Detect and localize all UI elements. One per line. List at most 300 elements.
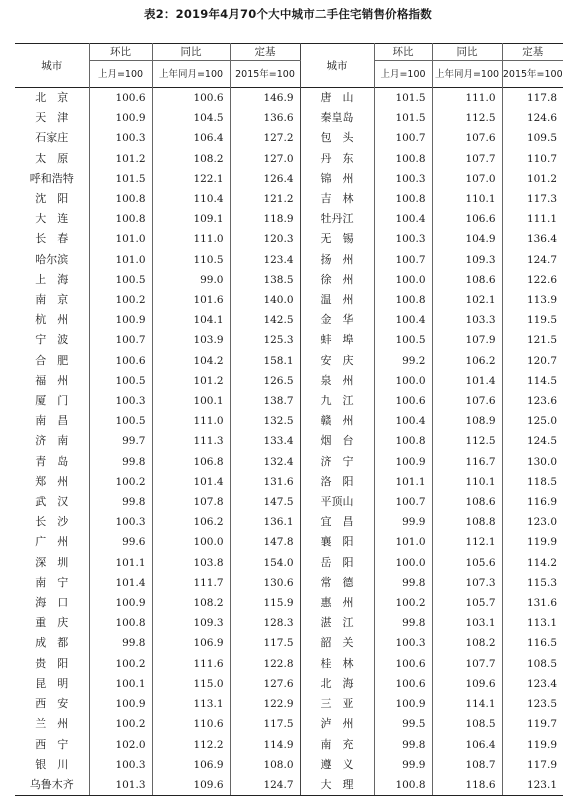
cell-city-right: 九 江 bbox=[300, 391, 374, 411]
cell-yoy-left: 101.6 bbox=[152, 290, 230, 310]
cell-yoy-right: 108.6 bbox=[432, 270, 502, 290]
cell-city-left: 西 安 bbox=[35, 697, 69, 711]
cell-city-right: 泉 州 bbox=[300, 371, 374, 391]
cell-mom-left: 100.6 bbox=[89, 351, 152, 371]
cell-city-left: 西 宁 bbox=[35, 737, 69, 751]
cell-yoy-left: 109.6 bbox=[152, 775, 230, 796]
cell-yoy-left: 99.0 bbox=[152, 270, 230, 290]
cell-city-right: 秦皇岛 bbox=[300, 108, 374, 128]
cell-yoy-right: 111.0 bbox=[432, 88, 502, 109]
cell-base-left: 132.5 bbox=[230, 411, 300, 431]
cell-mom-right: 100.4 bbox=[374, 209, 432, 229]
cell-yoy-right: 109.6 bbox=[432, 674, 502, 694]
cell-base-right: 130.0 bbox=[502, 452, 563, 472]
cell-mom-right: 100.7 bbox=[374, 492, 432, 512]
cell-city-left: 杭 州 bbox=[35, 313, 69, 327]
cell-mom-left: 100.6 bbox=[89, 88, 152, 109]
cell-city-right: 遵 义 bbox=[300, 755, 374, 775]
cell-base-right: 123.4 bbox=[502, 674, 563, 694]
cell-base-right: 119.7 bbox=[502, 714, 563, 734]
cell-yoy-right: 104.9 bbox=[432, 229, 502, 249]
cell-yoy-right: 107.7 bbox=[432, 654, 502, 674]
cell-mom-right: 100.0 bbox=[374, 553, 432, 573]
cell-yoy-right: 105.7 bbox=[432, 593, 502, 613]
cell-mom-left: 100.2 bbox=[89, 472, 152, 492]
cell-base-right: 131.6 bbox=[502, 593, 563, 613]
cell-base-left: 154.0 bbox=[230, 553, 300, 573]
table-row bbox=[15, 714, 563, 734]
cell-base-left: 127.2 bbox=[230, 128, 300, 148]
table-row bbox=[15, 694, 563, 714]
cell-base-right: 117.8 bbox=[502, 88, 563, 109]
cell-city-right: 济 宁 bbox=[300, 452, 374, 472]
cell-base-left: 147.8 bbox=[230, 532, 300, 552]
cell-base-left: 127.6 bbox=[230, 674, 300, 694]
cell-city-left: 乌鲁木齐 bbox=[15, 775, 89, 796]
cell-mom-left: 101.0 bbox=[89, 229, 152, 249]
cell-mom-left: 100.3 bbox=[89, 512, 152, 532]
cell-city-right: 洛 阳 bbox=[300, 472, 374, 492]
cell-base-right: 110.7 bbox=[502, 149, 563, 169]
cell-yoy-left: 103.9 bbox=[152, 330, 230, 350]
cell-city-right: 泸 州 bbox=[300, 714, 374, 734]
cell-base-right: 123.5 bbox=[502, 694, 563, 714]
cell-mom-right: 100.8 bbox=[374, 775, 432, 796]
header-row-groups bbox=[15, 44, 563, 61]
cell-base-right: 124.7 bbox=[502, 250, 563, 270]
cell-yoy-right: 112.5 bbox=[432, 108, 502, 128]
cell-mom-right: 100.8 bbox=[374, 149, 432, 169]
table-row bbox=[15, 169, 563, 189]
table-row bbox=[15, 553, 563, 573]
table-row bbox=[15, 593, 563, 613]
cell-yoy-left: 101.4 bbox=[152, 472, 230, 492]
table-row bbox=[15, 633, 563, 653]
cell-city-left: 海 口 bbox=[35, 596, 69, 610]
cell-yoy-left: 104.1 bbox=[152, 310, 230, 330]
table-row bbox=[15, 755, 563, 775]
cell-mom-right: 100.2 bbox=[374, 593, 432, 613]
cell-mom-right: 99.9 bbox=[374, 512, 432, 532]
cell-city-right: 金 华 bbox=[300, 310, 374, 330]
cell-city-left: 宁 波 bbox=[35, 333, 69, 347]
cell-mom-left: 100.8 bbox=[89, 209, 152, 229]
cell-mom-right: 100.0 bbox=[374, 270, 432, 290]
cell-mom-right: 100.9 bbox=[374, 452, 432, 472]
cell-base-left: 117.5 bbox=[230, 714, 300, 734]
cell-yoy-left: 113.1 bbox=[152, 694, 230, 714]
cell-city-right: 徐 州 bbox=[300, 270, 374, 290]
cell-mom-left: 100.3 bbox=[89, 128, 152, 148]
cell-base-right: 114.2 bbox=[502, 553, 563, 573]
cell-city-left: 太 原 bbox=[35, 151, 69, 165]
cell-city-left: 合 肥 bbox=[35, 353, 69, 367]
header-sub-base-left: 2015年=100 bbox=[230, 61, 300, 88]
cell-mom-right: 100.7 bbox=[374, 128, 432, 148]
cell-mom-left: 100.2 bbox=[89, 290, 152, 310]
cell-base-left: 114.9 bbox=[230, 735, 300, 755]
cell-yoy-left: 115.0 bbox=[152, 674, 230, 694]
cell-yoy-right: 116.7 bbox=[432, 452, 502, 472]
cell-yoy-right: 106.4 bbox=[432, 735, 502, 755]
cell-mom-left: 101.3 bbox=[89, 775, 152, 796]
cell-base-left: 132.4 bbox=[230, 452, 300, 472]
cell-city-right: 蚌 埠 bbox=[300, 330, 374, 350]
cell-yoy-right: 118.6 bbox=[432, 775, 502, 796]
cell-yoy-right: 107.3 bbox=[432, 573, 502, 593]
table-row bbox=[15, 775, 563, 796]
cell-base-left: 115.9 bbox=[230, 593, 300, 613]
cell-city-right: 平顶山 bbox=[300, 492, 374, 512]
cell-mom-left: 100.5 bbox=[89, 270, 152, 290]
cell-yoy-right: 110.1 bbox=[432, 189, 502, 209]
cell-yoy-left: 106.9 bbox=[152, 633, 230, 653]
cell-yoy-right: 112.5 bbox=[432, 431, 502, 451]
cell-yoy-right: 103.1 bbox=[432, 613, 502, 633]
cell-base-left: 138.5 bbox=[230, 270, 300, 290]
table-row bbox=[15, 411, 563, 431]
cell-city-right: 常 德 bbox=[300, 573, 374, 593]
cell-base-left: 108.0 bbox=[230, 755, 300, 775]
cell-city-left: 贵 阳 bbox=[35, 656, 69, 670]
cell-base-right: 116.5 bbox=[502, 633, 563, 653]
cell-city-left: 广 州 bbox=[35, 535, 69, 549]
cell-yoy-right: 114.1 bbox=[432, 694, 502, 714]
cell-mom-right: 101.5 bbox=[374, 88, 432, 109]
header-sub-mom-right: 上月=100 bbox=[374, 61, 432, 88]
table-row bbox=[15, 735, 563, 755]
cell-yoy-right: 106.6 bbox=[432, 209, 502, 229]
cell-yoy-right: 107.6 bbox=[432, 128, 502, 148]
header-base-right: 定基 bbox=[502, 44, 563, 61]
cell-base-left: 127.0 bbox=[230, 149, 300, 169]
cell-mom-left: 101.4 bbox=[89, 573, 152, 593]
table-row bbox=[15, 573, 563, 593]
cell-yoy-right: 108.6 bbox=[432, 492, 502, 512]
cell-base-right: 114.5 bbox=[502, 371, 563, 391]
cell-base-left: 146.9 bbox=[230, 88, 300, 109]
cell-yoy-right: 107.0 bbox=[432, 169, 502, 189]
cell-base-left: 117.5 bbox=[230, 633, 300, 653]
header-sub-base-right: 2015年=100 bbox=[502, 61, 563, 88]
cell-mom-left: 101.2 bbox=[89, 149, 152, 169]
cell-yoy-left: 110.4 bbox=[152, 189, 230, 209]
cell-city-right: 大 理 bbox=[300, 775, 374, 796]
cell-mom-left: 100.3 bbox=[89, 391, 152, 411]
cell-city-left: 兰 州 bbox=[35, 717, 69, 731]
cell-yoy-left: 111.0 bbox=[152, 229, 230, 249]
cell-city-left: 北 京 bbox=[35, 91, 69, 104]
cell-yoy-right: 107.6 bbox=[432, 391, 502, 411]
cell-yoy-left: 104.2 bbox=[152, 351, 230, 371]
cell-yoy-left: 111.7 bbox=[152, 573, 230, 593]
cell-city-right: 温 州 bbox=[300, 290, 374, 310]
table-row bbox=[15, 290, 563, 310]
cell-yoy-left: 101.2 bbox=[152, 371, 230, 391]
cell-mom-left: 101.1 bbox=[89, 553, 152, 573]
cell-yoy-right: 107.7 bbox=[432, 149, 502, 169]
cell-yoy-left: 100.1 bbox=[152, 391, 230, 411]
cell-city-left: 济 南 bbox=[35, 434, 69, 448]
cell-mom-right: 99.8 bbox=[374, 613, 432, 633]
cell-city-right: 吉 林 bbox=[300, 189, 374, 209]
cell-mom-right: 100.0 bbox=[374, 371, 432, 391]
cell-base-right: 118.5 bbox=[502, 472, 563, 492]
cell-mom-left: 100.5 bbox=[89, 411, 152, 431]
cell-base-right: 117.3 bbox=[502, 189, 563, 209]
cell-base-left: 128.3 bbox=[230, 613, 300, 633]
cell-yoy-right: 112.1 bbox=[432, 532, 502, 552]
cell-base-right: 117.9 bbox=[502, 755, 563, 775]
cell-city-left: 深 圳 bbox=[35, 555, 69, 569]
cell-city-left: 南 昌 bbox=[35, 414, 69, 428]
cell-yoy-left: 111.0 bbox=[152, 411, 230, 431]
cell-mom-right: 100.4 bbox=[374, 411, 432, 431]
cell-yoy-right: 107.9 bbox=[432, 330, 502, 350]
cell-yoy-left: 110.5 bbox=[152, 250, 230, 270]
cell-mom-left: 100.7 bbox=[89, 330, 152, 350]
cell-yoy-right: 106.2 bbox=[432, 351, 502, 371]
cell-base-left: 124.7 bbox=[230, 775, 300, 796]
cell-base-right: 125.0 bbox=[502, 411, 563, 431]
cell-city-left: 银 川 bbox=[35, 757, 69, 771]
cell-base-right: 101.2 bbox=[502, 169, 563, 189]
cell-mom-right: 100.8 bbox=[374, 189, 432, 209]
cell-mom-left: 100.3 bbox=[89, 755, 152, 775]
cell-city-left: 南 宁 bbox=[35, 575, 69, 589]
cell-city-right: 扬 州 bbox=[300, 250, 374, 270]
header-mom-left: 环比 bbox=[89, 44, 152, 61]
cell-city-right: 唐 山 bbox=[300, 88, 374, 109]
header-mom-right: 环比 bbox=[374, 44, 432, 61]
cell-yoy-right: 103.3 bbox=[432, 310, 502, 330]
cell-city-right: 无 锡 bbox=[300, 229, 374, 249]
table-row bbox=[15, 270, 563, 290]
cell-yoy-right: 105.6 bbox=[432, 553, 502, 573]
cell-mom-left: 102.0 bbox=[89, 735, 152, 755]
cell-base-left: 130.6 bbox=[230, 573, 300, 593]
cell-mom-left: 100.5 bbox=[89, 371, 152, 391]
cell-mom-left: 100.9 bbox=[89, 694, 152, 714]
cell-mom-left: 99.8 bbox=[89, 633, 152, 653]
header-row-bases bbox=[15, 61, 563, 88]
table-row bbox=[15, 189, 563, 209]
cell-mom-left: 99.8 bbox=[89, 492, 152, 512]
cell-mom-right: 100.6 bbox=[374, 674, 432, 694]
cell-yoy-left: 103.8 bbox=[152, 553, 230, 573]
cell-mom-left: 99.6 bbox=[89, 532, 152, 552]
cell-base-left: 123.4 bbox=[230, 250, 300, 270]
cell-city-left: 天 津 bbox=[35, 111, 69, 125]
cell-yoy-left: 100.6 bbox=[152, 88, 230, 109]
cell-yoy-right: 110.1 bbox=[432, 472, 502, 492]
cell-city-left: 南 京 bbox=[35, 293, 69, 307]
cell-base-left: 125.3 bbox=[230, 330, 300, 350]
cell-base-left: 126.4 bbox=[230, 169, 300, 189]
table-row bbox=[15, 654, 563, 674]
cell-base-right: 136.4 bbox=[502, 229, 563, 249]
cell-yoy-left: 110.6 bbox=[152, 714, 230, 734]
table-row bbox=[15, 492, 563, 512]
cell-mom-right: 100.3 bbox=[374, 633, 432, 653]
cell-yoy-left: 112.2 bbox=[152, 735, 230, 755]
cell-city-right: 北 海 bbox=[300, 674, 374, 694]
table-row bbox=[15, 209, 563, 229]
cell-city-right: 桂 林 bbox=[300, 654, 374, 674]
cell-city-left: 长 春 bbox=[35, 232, 69, 246]
cell-city-left: 大 连 bbox=[35, 212, 69, 226]
cell-city-right: 安 庆 bbox=[300, 351, 374, 371]
cell-yoy-right: 108.7 bbox=[432, 755, 502, 775]
cell-base-right: 115.3 bbox=[502, 573, 563, 593]
cell-base-left: 140.0 bbox=[230, 290, 300, 310]
table-row bbox=[15, 431, 563, 451]
cell-mom-right: 99.5 bbox=[374, 714, 432, 734]
cell-mom-right: 100.3 bbox=[374, 229, 432, 249]
cell-base-left: 118.9 bbox=[230, 209, 300, 229]
cell-base-right: 111.1 bbox=[502, 209, 563, 229]
cell-base-right: 109.5 bbox=[502, 128, 563, 148]
cell-base-right: 124.5 bbox=[502, 431, 563, 451]
table-row bbox=[15, 250, 563, 270]
cell-base-left: 136.1 bbox=[230, 512, 300, 532]
header-yoy-right: 同比 bbox=[432, 44, 502, 61]
header-yoy-left: 同比 bbox=[152, 44, 230, 61]
table-row bbox=[15, 674, 563, 694]
cell-city-right: 湛 江 bbox=[300, 613, 374, 633]
cell-mom-left: 101.0 bbox=[89, 250, 152, 270]
cell-yoy-right: 108.5 bbox=[432, 714, 502, 734]
cell-city-left: 长 沙 bbox=[35, 515, 69, 529]
cell-yoy-left: 122.1 bbox=[152, 169, 230, 189]
cell-city-left: 福 州 bbox=[35, 373, 69, 387]
cell-mom-right: 100.8 bbox=[374, 290, 432, 310]
cell-city-right: 丹 东 bbox=[300, 149, 374, 169]
cell-city-left: 郑 州 bbox=[35, 474, 69, 488]
cell-city-left: 哈尔滨 bbox=[35, 252, 69, 266]
cell-base-left: 121.2 bbox=[230, 189, 300, 209]
cell-yoy-left: 104.5 bbox=[152, 108, 230, 128]
table-row bbox=[15, 613, 563, 633]
header-sub-mom-left: 上月=100 bbox=[89, 61, 152, 88]
cell-base-right: 123.1 bbox=[502, 775, 563, 796]
cell-mom-right: 99.9 bbox=[374, 755, 432, 775]
cell-base-left: 133.4 bbox=[230, 431, 300, 451]
cell-base-left: 131.6 bbox=[230, 472, 300, 492]
cell-mom-right: 100.5 bbox=[374, 330, 432, 350]
cell-base-left: 122.8 bbox=[230, 654, 300, 674]
table-row bbox=[15, 391, 563, 411]
cell-mom-left: 99.8 bbox=[89, 452, 152, 472]
cell-city-right: 包 头 bbox=[300, 128, 374, 148]
cell-base-right: 123.6 bbox=[502, 391, 563, 411]
header-city-left: 城市 bbox=[41, 59, 63, 72]
table-title: 表2：2019年4月70个大中城市二手住宅销售价格指数 bbox=[144, 7, 432, 21]
cell-city-right: 牡丹江 bbox=[300, 209, 374, 229]
cell-mom-right: 99.2 bbox=[374, 351, 432, 371]
cell-yoy-left: 108.2 bbox=[152, 593, 230, 613]
cell-yoy-left: 107.8 bbox=[152, 492, 230, 512]
table-row bbox=[15, 330, 563, 350]
cell-base-right: 123.0 bbox=[502, 512, 563, 532]
cell-city-left: 昆 明 bbox=[35, 676, 69, 690]
cell-base-left: 120.3 bbox=[230, 229, 300, 249]
cell-yoy-left: 106.8 bbox=[152, 452, 230, 472]
cell-base-left: 147.5 bbox=[230, 492, 300, 512]
header-sub-yoy-right: 上年同月=100 bbox=[432, 61, 502, 88]
cell-yoy-right: 101.4 bbox=[432, 371, 502, 391]
table-row bbox=[15, 371, 563, 391]
cell-mom-left: 100.9 bbox=[89, 108, 152, 128]
cell-mom-right: 100.3 bbox=[374, 169, 432, 189]
cell-mom-left: 101.5 bbox=[89, 169, 152, 189]
cell-yoy-left: 106.2 bbox=[152, 512, 230, 532]
cell-city-right: 韶 关 bbox=[300, 633, 374, 653]
cell-city-left: 呼和浩特 bbox=[29, 171, 74, 185]
cell-city-right: 宜 昌 bbox=[300, 512, 374, 532]
header-sub-yoy-left: 上年同月=100 bbox=[152, 61, 230, 88]
cell-city-right: 襄 阳 bbox=[300, 532, 374, 552]
cell-city-left: 青 岛 bbox=[35, 454, 69, 468]
cell-yoy-right: 108.9 bbox=[432, 411, 502, 431]
cell-yoy-left: 106.9 bbox=[152, 755, 230, 775]
cell-city-left: 沈 阳 bbox=[35, 192, 69, 206]
cell-base-left: 158.1 bbox=[230, 351, 300, 371]
cell-yoy-left: 100.0 bbox=[152, 532, 230, 552]
cell-city-left: 成 都 bbox=[35, 636, 69, 650]
table-row bbox=[15, 108, 563, 128]
cell-base-left: 136.6 bbox=[230, 108, 300, 128]
cell-city-right: 岳 阳 bbox=[300, 553, 374, 573]
cell-mom-right: 101.5 bbox=[374, 108, 432, 128]
table-row bbox=[15, 532, 563, 552]
cell-base-right: 116.9 bbox=[502, 492, 563, 512]
cell-base-right: 119.9 bbox=[502, 735, 563, 755]
table-row bbox=[15, 512, 563, 532]
cell-base-left: 126.5 bbox=[230, 371, 300, 391]
cell-base-right: 121.5 bbox=[502, 330, 563, 350]
table-row bbox=[15, 88, 563, 109]
cell-mom-left: 100.9 bbox=[89, 593, 152, 613]
cell-yoy-right: 108.8 bbox=[432, 512, 502, 532]
cell-mom-left: 100.2 bbox=[89, 654, 152, 674]
cell-city-left: 武 汉 bbox=[35, 495, 69, 509]
cell-mom-left: 100.1 bbox=[89, 674, 152, 694]
cell-city-right: 锦 州 bbox=[300, 169, 374, 189]
cell-city-left: 重 庆 bbox=[35, 616, 69, 630]
cell-mom-right: 100.9 bbox=[374, 694, 432, 714]
cell-base-right: 113.1 bbox=[502, 613, 563, 633]
cell-city-right: 烟 台 bbox=[300, 431, 374, 451]
cell-mom-left: 100.8 bbox=[89, 189, 152, 209]
cell-yoy-left: 106.4 bbox=[152, 128, 230, 148]
cell-city-right: 赣 州 bbox=[300, 411, 374, 431]
table-row bbox=[15, 310, 563, 330]
cell-yoy-right: 108.2 bbox=[432, 633, 502, 653]
cell-yoy-right: 102.1 bbox=[432, 290, 502, 310]
table-row bbox=[15, 472, 563, 492]
cell-mom-right: 99.8 bbox=[374, 735, 432, 755]
cell-base-right: 122.6 bbox=[502, 270, 563, 290]
cell-mom-right: 100.6 bbox=[374, 391, 432, 411]
table-row bbox=[15, 128, 563, 148]
cell-yoy-left: 109.3 bbox=[152, 613, 230, 633]
cell-mom-right: 100.8 bbox=[374, 431, 432, 451]
table-body bbox=[15, 88, 563, 796]
cell-yoy-left: 109.1 bbox=[152, 209, 230, 229]
cell-yoy-left: 108.2 bbox=[152, 149, 230, 169]
cell-city-right: 南 充 bbox=[300, 735, 374, 755]
